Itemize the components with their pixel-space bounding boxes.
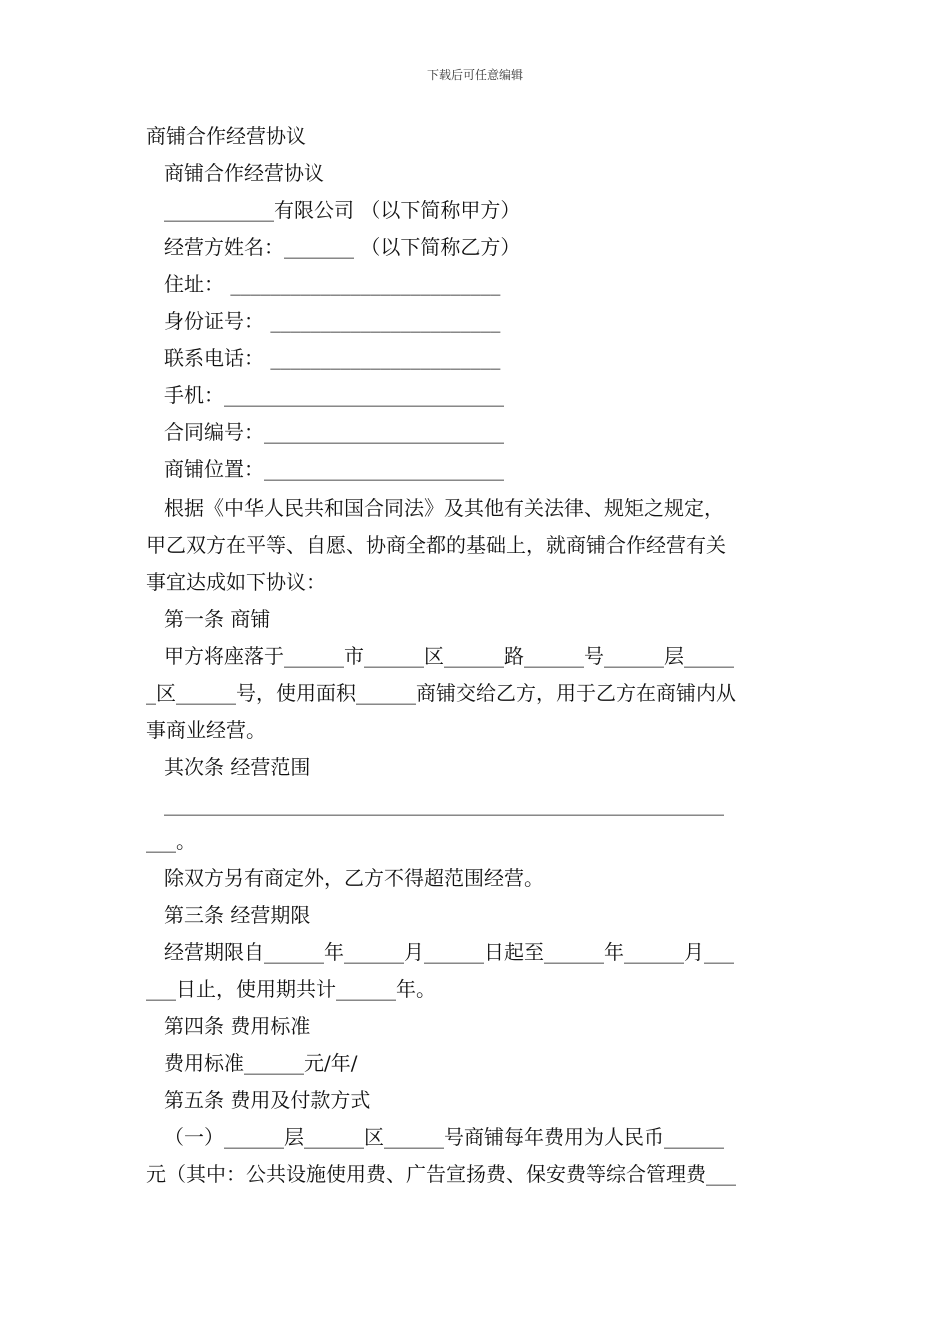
party-a-line: ___________有限公司 （以下简称甲方） bbox=[164, 198, 521, 222]
scope-restriction: 除双方另有商定外，乙方不得超范围经营。 bbox=[164, 866, 544, 890]
address-line: 住址： ___________________________ bbox=[164, 272, 501, 296]
term-line-1: 经营期限自______年______月______日起至______年______月___ bbox=[164, 940, 734, 964]
article-1-line-3: 事商业经营。 bbox=[146, 718, 266, 742]
business-scope-blank: ________________________________________________________ bbox=[164, 792, 724, 816]
preamble-line-2: 甲乙双方在平等、自愿、协商全都的基础上，就商铺合作经营有关 bbox=[146, 533, 726, 557]
contract-number-line: 合同编号：________________________ bbox=[164, 420, 504, 444]
article-1-heading: 第一条 商铺 bbox=[164, 607, 271, 631]
article-3-heading: 第三条 经营期限 bbox=[164, 903, 311, 927]
shop-location-line: 商铺位置：________________________ bbox=[164, 457, 504, 481]
preamble-line-1: 根据《中华人民共和国合同法》及其他有关法律、规矩之规定， bbox=[164, 496, 724, 520]
article-5-heading: 第五条 费用及付款方式 bbox=[164, 1088, 371, 1112]
document-title: 商铺合作经营协议 bbox=[146, 124, 306, 148]
business-scope-blank-end: ___。 bbox=[146, 829, 196, 853]
article-1-line-1: 甲方将座落于______市______区______路______号______层_____ bbox=[164, 644, 734, 668]
contract-title: 商铺合作经营协议 bbox=[164, 161, 324, 185]
page-header: 下载后可任意编辑 bbox=[426, 68, 523, 82]
payment-line-1: （一）______层______区______号商铺每年费用为人民币______ bbox=[164, 1125, 724, 1149]
article-1-line-2: _区______号，使用面积______商铺交给乙方，用于乙方在商铺内从 bbox=[146, 681, 736, 705]
party-b-line: 经营方姓名：_______ （以下简称乙方） bbox=[164, 235, 521, 259]
term-line-2: ___日止，使用期共计______年。 bbox=[146, 977, 436, 1001]
id-number-line: 身份证号： _______________________ bbox=[164, 309, 501, 333]
preamble-line-3: 事宜达成如下协议： bbox=[146, 570, 326, 594]
mobile-line: 手机：____________________________ bbox=[164, 383, 504, 407]
article-2-heading: 其次条 经营范围 bbox=[164, 755, 311, 779]
phone-line: 联系电话： _______________________ bbox=[164, 346, 501, 370]
article-4-heading: 第四条 费用标准 bbox=[164, 1014, 311, 1038]
payment-line-2: 元（其中：公共设施使用费、广告宣扬费、保安费等综合管理费___ bbox=[146, 1162, 736, 1186]
fee-standard-line: 费用标准______元/年/ bbox=[164, 1051, 358, 1075]
